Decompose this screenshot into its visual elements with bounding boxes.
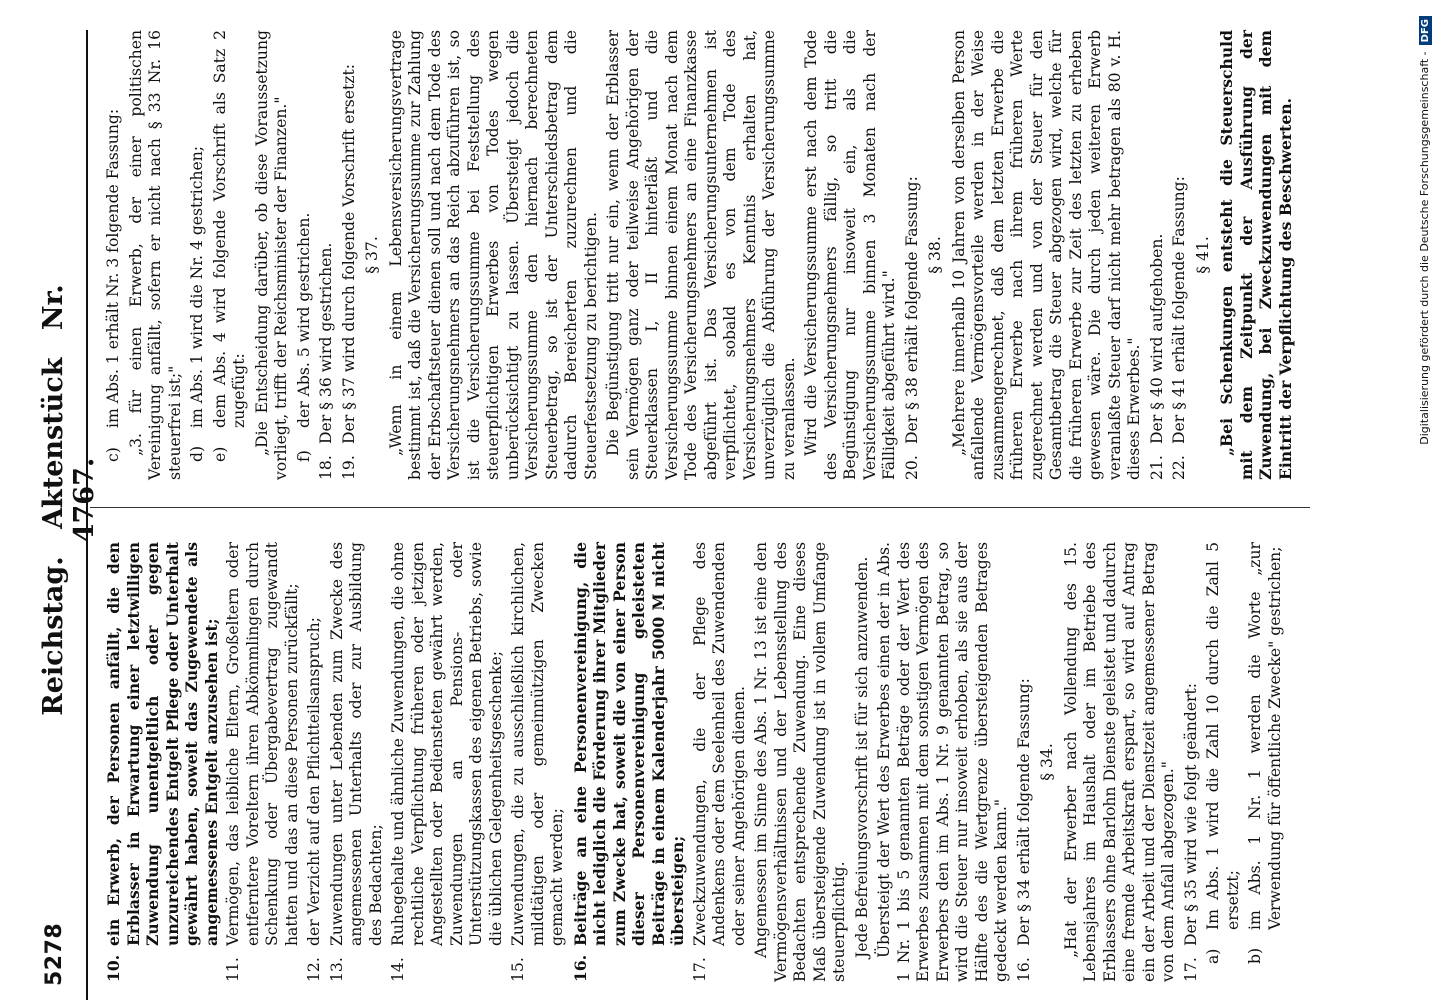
quote-section-37-part-1: „Wenn in einem Lebensversicherungsvertrage bestimmt ist, daß die Versicherungssumme zur Zahlung der Erbschaftsteuer dienen soll und nach dem Tode des Versicherungsnehmers an das Reich abzuführen ist, so ist die Versicherungssumme bei Feststellung des steuerpflichtigen Erwerbes von Todes wegen unberücksichtigt zu lassen. Übersteigt jedoch die Versicherungssumme den hiernach berechneten Steuerbetrag, so ist der Unterschiedsbetrag dem dadurch Bereicherten zuzurechnen und die Steuerfestsetzung zu berichtigen.: [386, 30, 600, 480]
item-number: 19.: [339, 455, 358, 480]
page-header: [24, 0, 100, 1000]
quote-section-41: „Bei Schenkungen entsteht die Steuerschuld mit dem Zeitpunkt der Ausführung der Zuwendung, bei Zweckzuwendungen mit dem Eintritt der Verpflichtung des Beschwerten.: [1217, 30, 1295, 480]
item-number: 17.: [1181, 957, 1200, 982]
sub-item: [211, 30, 250, 480]
dfg-logo: DFG: [1419, 16, 1432, 45]
sub-item-label: c): [104, 447, 122, 462]
item-text: Der § 36 wird gestrichen.: [317, 242, 335, 444]
quote-section-37-part-2: Die Begünstigung tritt nur ein, wenn der Erblasser sein Vermögen ganz oder teilweise Angehörigen der Steuerklassen I, II hinterläßt und die Versicherungssumme binnen einem Monat nach dem Tode des Versicherungsnehmers an eine Finanzkasse abgeführt ist. Das Versicherungsunternehmen ist verpflichtet, sobald es von dem Tode des Versicherungsnehmers Kenntnis erhalten hat, unverzüglich die Abführung der Versicherungssumme zu veranlassen.: [604, 30, 798, 480]
credit-text: Digitalisierung gefördert durch die Deutsche Forschungsgemeinschaft -: [1418, 51, 1431, 445]
title-reichstag: Reichstag.: [38, 556, 69, 716]
item-number: 10.: [104, 954, 123, 982]
sub-item: [295, 30, 315, 480]
item-text: Der § 41 erhält folgende Fassung:: [1170, 176, 1188, 444]
sub-item-text: im Abs. 1 wird die Nr. 4 gestrichen;: [188, 145, 206, 428]
list-item: [509, 542, 568, 982]
item-text: Der § 34 erhält folgende Fassung:: [1014, 678, 1033, 946]
item-text: Der § 38 erhält folgende Fassung:: [902, 176, 921, 444]
item-number: 11.: [224, 957, 242, 982]
item-text: Zweckzuwendungen, die der Pflege des Andenkens oder dem Seelenheil des Zuwendenden oder seiner Angehörigen dienen.: [690, 542, 748, 946]
item-text: Der § 40 wird aufgehoben.: [1147, 233, 1166, 444]
paragraph-jede: Jede Befreiungsvorschrift ist für sich anzuwenden.: [852, 556, 871, 958]
sub-item: [104, 30, 124, 480]
section-heading: § 37.: [363, 236, 381, 274]
section-heading: § 38.: [926, 236, 944, 274]
sub-item-text: Im Abs. 1 wird die Zahl 10 durch die Zahl 5 ersetzt;: [1204, 542, 1242, 930]
left-column: [104, 542, 1288, 982]
page-title: [38, 260, 100, 740]
quote-c: „3. für einen Erwerb, der einer politischen Vereinigung anfällt, sofern er nicht nach § 33 Nr. 16 steuerfrei ist;": [126, 30, 184, 480]
sub-item: [188, 30, 208, 480]
item-number: 13.: [327, 957, 346, 982]
section-heading: § 34.: [1038, 743, 1056, 781]
item-number: 16.: [570, 954, 590, 982]
list-item: [571, 542, 688, 982]
item-text: Ruhegehalte und ähnliche Zuwendungen, die ohne rechtliche Verpflichtung früheren oder jetzigen Angestellten oder Bediensteten gewährt werden, Zuwendungen an Pensions- oder Unterstützungskassen des eigenen Betriebs, sowie die üblichen Gelegenheitsgeschenke;: [389, 542, 505, 946]
sub-item: [1204, 542, 1243, 982]
list-item: [104, 542, 221, 982]
list-item: [1015, 542, 1035, 982]
sub-item-text: im Abs. 1 Nr. 1 werden die Worte „zur Verwendung für öffentliche Zwecke" gestrichen;: [1246, 542, 1284, 930]
item-text: Vermögen, das leibliche Eltern, Großeltern oder entferntere Voreltern ihren Abkömmlingen durch Schenkung oder Übergabevertrag zugewandt hatten und das an diese Personen zurückfällt;: [224, 542, 301, 946]
sub-item-text: der Abs. 5 wird gestrichen.: [294, 212, 313, 428]
section-heading: § 41.: [1193, 236, 1212, 274]
list-item: [224, 542, 302, 982]
item-number: 14.: [389, 957, 407, 982]
sub-item-text: dem Abs. 4 wird folgende Vorschrift als Satz 2 zugefügt:: [210, 30, 248, 428]
paragraph-angemessen: Angemessen im Sinne des Abs. 1 Nr. 13 ist eine den Vermögensverhältnissen und der Lebensstellung des Bedachten entsprechende Zuwendung. Eine dieses Maß übersteigende Zuwendung ist in vollem Umfange steuerpflichtig.: [752, 542, 848, 982]
list-item: [305, 542, 325, 982]
title-aktenstueck: Aktenstück Nr. 4767.: [38, 284, 100, 543]
item-number: 15.: [509, 957, 527, 982]
item-text: Zuwendungen unter Lebenden zum Zwecke des angemessenen Unterhalts oder zur Ausbildung des Bedachten;: [327, 542, 385, 946]
item-text: Beiträge an eine Personenvereinigung, die nicht lediglich die Förderung ihrer Mitglieder zum Zwecke hat, soweit die von einer Person dieser Personenvereinigung geleisteten Beiträge in einem Kalenderjahr 5000 M nicht übersteigen;: [570, 542, 687, 946]
sub-item: [1246, 542, 1285, 982]
sub-item-label: e): [210, 446, 229, 462]
item-text: ein Erwerb, der Personen anfällt, die den Erblasser in Erwartung einer letztwilligen Zuwendung unentgeltlich oder gegen unzureichendes Entgelt Pflege oder Unterhalt gewährt haben, soweit das Zugewendete als angemessenes Entgelt anzusehen ist;: [104, 542, 221, 946]
digitization-credit: [1418, 16, 1432, 616]
credit-line: [1418, 16, 1432, 616]
sub-item-label: d): [188, 445, 206, 462]
quote-section-34: „Hat der Erwerber nach Vollendung des 15. Lebensjahres im Haushalt oder im Betriebe des Erblassers ohne Barlohn Dienste geleistet und dadurch eine fremde Arbeitskraft erspart, so wird auf Antrag ein der Arbeit und der Dienstzeit angemessener Betrag von dem Anfall abgezogen.": [1061, 542, 1177, 982]
item-text: der Verzicht auf den Pflichtteilsanspruch;: [305, 617, 323, 946]
document-page: [24, 0, 1334, 1000]
sub-item-label: a): [1204, 948, 1222, 964]
item-text: Zuwendungen, die zu ausschließlich kirchlichen, mildtätigen oder gemeinnützigen Zwecken gemacht werden;: [509, 542, 566, 946]
list-item: [340, 30, 360, 480]
list-item: [389, 542, 506, 982]
item-number: 16.: [1014, 957, 1033, 982]
quote-section-38: „Mehrere innerhalb 10 Jahren von derselben Person anfallende Vermögensvorteile werden in der Weise zusammengerechnet, daß dem letzten Erwerbe die früheren Erwerbe nach ihrem früheren Werte zugerechnet werden und von der Steuer für den Gesamtbetrag die Steuer abgezogen wird, welche für die früheren Erwerbe zur Zeit des letzten zu erheben gewesen wäre. Die durch jeden weiteren Erwerb veranlaßte Steuer darf nicht mehr betragen als 80 v. H. dieses Erwerbes.": [949, 30, 1143, 480]
paragraph-uebersteigt: Übersteigt der Wert des Erwerbes einen der in Abs. 1 Nr. 1 bis 5 genannten Beträge oder der Wert des Erwerbes zusammen mit dem sonstigen Vermögen des Erwerbers den im Abs. 1 Nr. 9 genannten Betrag, so wird die Steuer nur insoweit erhoben, als sie aus der Hälfte des die Wertgrenze übersteigenden Betrages gedeckt werden kann.": [875, 542, 1010, 982]
list-item: [317, 30, 337, 480]
item-number: 20.: [902, 455, 921, 480]
quote-section-37-part-3: Wird die Versicherungssumme erst nach dem Tode des Versicherungsnehmers fällig, so tritt die Begünstigung nur insoweit ein, als die Versicherungssumme binnen 3 Monaten nach der Fälligkeit abgeführt wird.": [802, 30, 898, 480]
sub-item-label: b): [1246, 947, 1264, 964]
list-item: [1182, 542, 1202, 982]
list-item: [903, 30, 923, 480]
item-text: Der § 37 wird durch folgende Vorschrift ersetzt:: [339, 63, 358, 444]
page-number: 5278: [42, 922, 67, 986]
item-number: 21.: [1147, 455, 1166, 480]
item-number: 22.: [1170, 455, 1188, 480]
list-item: [328, 542, 387, 982]
sub-item-label: f): [294, 450, 313, 462]
right-column: [104, 30, 1298, 480]
item-number: 12.: [305, 957, 323, 982]
column-separator: [90, 507, 1310, 508]
item-number: 17.: [690, 957, 709, 982]
list-item: [691, 542, 750, 982]
list-item: [1148, 30, 1168, 480]
quote-e: „Die Entscheidung darüber, ob diese Voraussetzung vorliegt, trifft der Reichsminister der Finanzen.": [252, 30, 290, 480]
list-item: [1170, 30, 1190, 480]
sub-item-text: im Abs. 1 erhält Nr. 3 folgende Fassung:: [104, 108, 122, 428]
item-number: 18.: [317, 455, 335, 480]
item-text: Der § 35 wird wie folgt geändert:: [1181, 682, 1200, 946]
header-rule: [86, 30, 88, 1000]
